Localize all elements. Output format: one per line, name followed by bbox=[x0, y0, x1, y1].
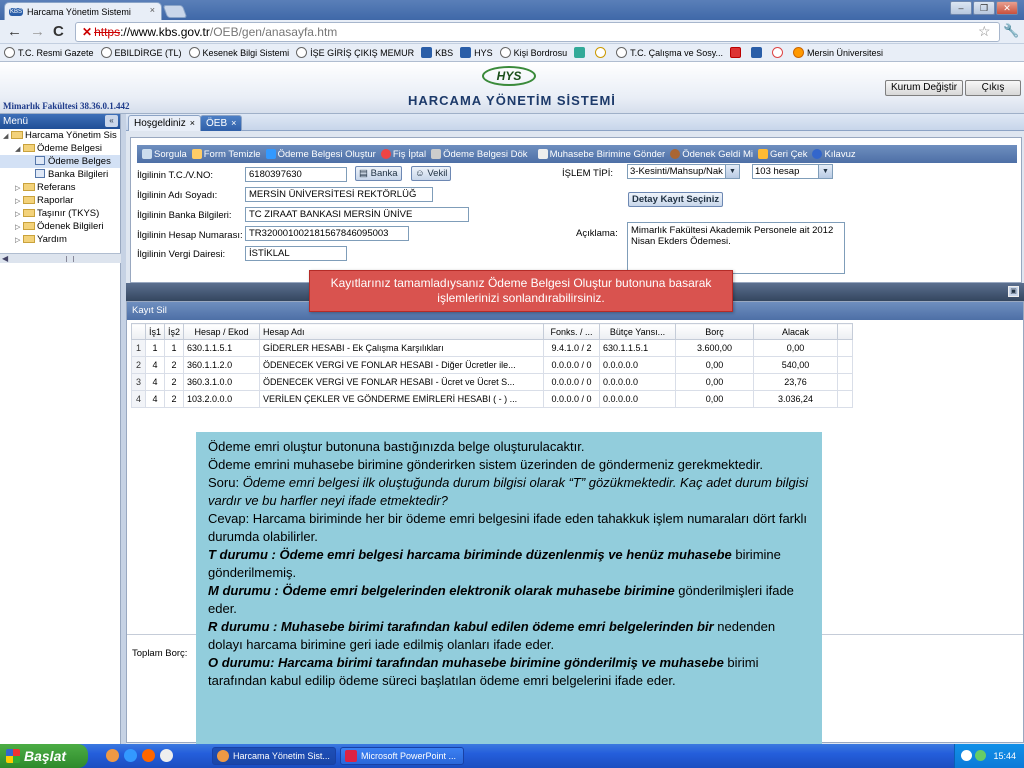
menu-item-label: Banka Bilgileri bbox=[48, 169, 109, 180]
table-cell: 0.0.0.0.0 bbox=[600, 374, 676, 391]
note-line: Ödeme emri oluştur butonuna bastığınızda belge oluşturulacaktır. bbox=[208, 439, 585, 454]
column-header[interactable]: İş1 bbox=[146, 324, 165, 340]
table-cell: 360.1.1.2.0 bbox=[184, 357, 260, 374]
folder-icon bbox=[23, 209, 35, 217]
chrome-icon[interactable] bbox=[106, 749, 119, 762]
ie-icon[interactable] bbox=[124, 749, 137, 762]
odeme-belgesi-dok-button[interactable]: Ödeme Belgesi Dök bbox=[431, 149, 527, 160]
bookmark-item[interactable]: EBILDİRGE (TL) bbox=[101, 47, 182, 58]
table-cell: 630.1.1.5.1 bbox=[184, 340, 260, 357]
note-status-o: O durumu: Harcama birimi tarafından muhasebe birimine gönderilmiş ve muhasebe birimi tarafından kabul edilip ödeme süreci başlatılan ödeme emri belgelerini ifade eder. bbox=[208, 655, 759, 688]
column-header[interactable]: Hesap Adı bbox=[260, 324, 544, 340]
help-icon bbox=[812, 149, 822, 159]
link-icon bbox=[772, 47, 783, 58]
toplam-borc-label: Toplam Borç: bbox=[132, 648, 188, 659]
menu-item[interactable] bbox=[0, 168, 120, 181]
table-row[interactable] bbox=[132, 374, 853, 391]
chevron-down-icon[interactable]: ▼ bbox=[725, 165, 739, 178]
collapse-menu-icon[interactable]: « bbox=[105, 115, 118, 127]
sorgula-button[interactable]: Sorgula bbox=[142, 149, 187, 160]
aciklama-label: Açıklama: bbox=[576, 228, 618, 239]
detay-kayit-button[interactable]: Detay Kayıt Seçiniz bbox=[628, 192, 723, 207]
task-powerpoint[interactable]: Microsoft PowerPoint ... bbox=[340, 747, 464, 765]
start-button[interactable]: Başlat bbox=[0, 744, 88, 768]
table-cell-spacer bbox=[838, 374, 853, 391]
menu-item-label: Raporlar bbox=[37, 195, 74, 206]
vergi-label: İlgilinin Vergi Dairesi: bbox=[137, 249, 226, 260]
table-cell: 0.0.0.0 / 0 bbox=[544, 391, 600, 408]
table-row[interactable] bbox=[132, 340, 853, 357]
hint-tooltip: Kayıtlarınız tamamladıysanız Ödeme Belgesi Oluştur butonuna basarak işlemlerinizi sonlandırabilirsiniz. bbox=[309, 270, 733, 312]
hesap-input[interactable]: TR320001002181567846095003 bbox=[245, 226, 409, 241]
table-cell: 0.0.0.0 / 0 bbox=[544, 374, 600, 391]
table-cell: 4 bbox=[146, 374, 165, 391]
bookmark-item[interactable]: Kesenek Bilgi Sistemi bbox=[189, 47, 290, 58]
taskbar bbox=[0, 744, 1024, 768]
kbs-icon bbox=[421, 47, 432, 58]
help-icon[interactable] bbox=[961, 750, 972, 761]
powerpoint-icon bbox=[345, 750, 357, 762]
task-harcama[interactable]: Harcama Yönetim Sist... bbox=[212, 747, 336, 765]
chevron-down-icon[interactable]: ▼ bbox=[818, 165, 832, 178]
note-status-r: R durumu : Muhasebe birimi tarafından kabul edilen ödeme emri belgelerinden bir nedenden dolayı harcama birimine geri iade edilmiş olanları ifade eder. bbox=[208, 619, 776, 652]
expander-icon[interactable]: ▷ bbox=[15, 211, 21, 218]
table-cell: 4 bbox=[146, 391, 165, 408]
menu-item-label: Harcama Yönetim Sis bbox=[25, 130, 117, 141]
expander-icon[interactable]: ▷ bbox=[15, 237, 21, 244]
globe-icon bbox=[500, 47, 511, 58]
bookmark-item[interactable]: T.C. Çalışma ve Sosy... bbox=[616, 47, 723, 58]
bookmark-item[interactable] bbox=[574, 47, 588, 58]
fis-iptal-button[interactable]: Fiş İptal bbox=[381, 149, 426, 160]
menu-item-label: Referans bbox=[37, 182, 76, 193]
column-header[interactable] bbox=[132, 324, 146, 340]
url-domain: ://www.kbs.gov.tr bbox=[120, 25, 210, 39]
column-header[interactable]: Hesap / Ekod bbox=[184, 324, 260, 340]
table-cell: 0,00 bbox=[676, 374, 754, 391]
menu-item-label: Ödeme Belgesi bbox=[37, 143, 102, 154]
vekil-button[interactable]: ☺ Vekil bbox=[411, 166, 451, 181]
table-cell: 23,76 bbox=[754, 374, 838, 391]
print-icon bbox=[431, 149, 441, 159]
globe-icon bbox=[616, 47, 627, 58]
table-cell: 2 bbox=[165, 374, 184, 391]
menu-horizontal-scrollbar[interactable] bbox=[0, 253, 121, 263]
aciklama-textarea[interactable]: Mimarlık Fakültesi Akademik Personele ait 2012 Nisan Ekders Ödemesi. bbox=[627, 222, 845, 274]
menu-header bbox=[0, 114, 120, 129]
system-title: HARCAMA YÖNETİM SİSTEMİ bbox=[408, 93, 616, 108]
folder-icon bbox=[23, 235, 35, 243]
change-institution-button[interactable]: Kurum Değiştir bbox=[885, 80, 963, 96]
bank-icon bbox=[730, 47, 741, 58]
url-path: /OEB/gen/anasayfa.htm bbox=[209, 25, 338, 39]
table-cell: 360.3.1.0.0 bbox=[184, 374, 260, 391]
form-temizle-button[interactable]: Form Temizle bbox=[192, 149, 261, 160]
menu-item[interactable] bbox=[0, 142, 120, 155]
bank-icon: ▤ bbox=[359, 168, 371, 179]
app-icon bbox=[574, 47, 585, 58]
bookmark-item[interactable]: T.C. Resmi Gazete bbox=[4, 47, 94, 58]
bookmark-item[interactable] bbox=[772, 47, 786, 58]
faculty-label: Mimarlık Fakültesi 38.36.0.1.442 bbox=[3, 101, 130, 111]
window-minimize-button[interactable]: – bbox=[950, 1, 972, 15]
coins-icon bbox=[670, 149, 680, 159]
window-maximize-button[interactable]: ❐ bbox=[973, 1, 995, 15]
cancel-icon bbox=[381, 149, 391, 159]
tab-close-icon[interactable]: × bbox=[231, 118, 237, 128]
adsoyad-label: İlgilinin Adı Soyadı: bbox=[137, 190, 218, 201]
table-cell: VERİLEN ÇEKLER VE GÖNDERME EMİRLERİ HESABI ( - ) ... bbox=[260, 391, 544, 408]
globe-icon bbox=[101, 47, 112, 58]
column-header-spacer bbox=[838, 324, 853, 340]
search-icon bbox=[142, 149, 152, 159]
adsoyad-input[interactable]: MERSİN ÜNİVERSİTESİ REKTÖRLÜĞ bbox=[245, 187, 433, 202]
kayit-sil-button[interactable]: Kayıt Sil bbox=[132, 305, 167, 316]
tab-hosgeldiniz[interactable]: Hoşgeldiniz × bbox=[128, 115, 201, 131]
url-scheme: https bbox=[94, 25, 121, 39]
scroll-grip[interactable] bbox=[66, 256, 74, 262]
menu-item-label: Taşınır (TKYS) bbox=[37, 208, 100, 219]
table-row[interactable] bbox=[132, 357, 853, 374]
globe-icon bbox=[189, 47, 200, 58]
note-status-t: T durumu : Ödeme emri belgesi harcama biriminde düzenlenmiş ve henüz muhasebe birimine gönderilmemiş. bbox=[208, 547, 781, 580]
accounts-table bbox=[131, 323, 853, 408]
broom-icon bbox=[192, 149, 202, 159]
table-cell: 0.0.0.0 / 0 bbox=[544, 357, 600, 374]
folder-icon bbox=[23, 183, 35, 191]
globe-icon bbox=[4, 47, 15, 58]
menu-item[interactable] bbox=[0, 194, 120, 207]
table-cell: GİDERLER HESABI - Ek Çalışma Karşılıkları bbox=[260, 340, 544, 357]
table-cell: 540,00 bbox=[754, 357, 838, 374]
menu-item-label: Ödenek Bilgileri bbox=[37, 221, 104, 232]
odenek-geldi-mi-button[interactable]: Ödenek Geldi Mi bbox=[670, 149, 753, 160]
kbs-icon bbox=[460, 47, 471, 58]
table-row[interactable] bbox=[132, 391, 853, 408]
table-cell: 4 bbox=[146, 357, 165, 374]
expander-icon[interactable]: ◢ bbox=[15, 146, 21, 153]
column-header[interactable]: Bütçe Yansı... bbox=[600, 324, 676, 340]
column-header[interactable]: İş2 bbox=[165, 324, 184, 340]
tab-close-icon[interactable]: × bbox=[149, 5, 155, 15]
firefox-icon[interactable] bbox=[142, 749, 155, 762]
note-status-m: M durumu : Ödeme emri belgelerinden elektronik olarak muhasebe birimine gönderilmişleri ifade eder. bbox=[208, 583, 794, 616]
new-tab-button[interactable] bbox=[163, 5, 188, 18]
menu-item-label: Ödeme Belges bbox=[48, 156, 111, 167]
send-document-icon bbox=[538, 149, 548, 159]
folder-icon bbox=[23, 222, 35, 230]
payment-form-panel bbox=[130, 137, 1022, 283]
table-cell-spacer bbox=[838, 357, 853, 374]
explanation-note bbox=[196, 432, 822, 745]
save-icon bbox=[266, 149, 276, 159]
muhasebe-gonder-button[interactable]: Muhasebe Birimine Gönder bbox=[538, 149, 666, 160]
table-header-row bbox=[132, 324, 853, 340]
bookmark-item[interactable] bbox=[751, 47, 765, 58]
table-cell: 9.4.1.0 / 2 bbox=[544, 340, 600, 357]
table-cell: 0,00 bbox=[754, 340, 838, 357]
hesap-sayisi-select[interactable]: 103 hesap ▼ bbox=[752, 164, 833, 179]
bookmark-item[interactable]: Kişi Bordrosu bbox=[500, 47, 568, 58]
banka-button[interactable]: ▤ Banka bbox=[355, 166, 402, 181]
menu-item[interactable] bbox=[0, 129, 120, 142]
browser-titlebar bbox=[0, 0, 1024, 20]
table-cell: 3.036,24 bbox=[754, 391, 838, 408]
geri-cek-button[interactable]: Geri Çek bbox=[758, 149, 807, 160]
menu-title: Menü bbox=[3, 116, 29, 127]
bookmark-star-icon[interactable]: ☆ bbox=[978, 23, 991, 39]
vergi-input[interactable]: İSTİKLAL bbox=[245, 246, 347, 261]
table-cell: 0,00 bbox=[676, 357, 754, 374]
column-header[interactable]: Borç bbox=[676, 324, 754, 340]
banka-bilgi-input[interactable]: TC ZIRAAT BANKASI MERSİN ÜNİVE bbox=[245, 207, 469, 222]
expander-icon[interactable]: ▷ bbox=[15, 198, 21, 205]
table-cell: 2 bbox=[165, 357, 184, 374]
address-bar-row bbox=[0, 20, 1024, 44]
menu-item[interactable] bbox=[0, 233, 120, 246]
hys-logo: HYS bbox=[482, 66, 536, 86]
tc-label: İlgilinin T.C./V.NO: bbox=[137, 170, 214, 181]
bookmark-item[interactable]: İŞE GİRİŞ ÇIKIŞ MEMUR bbox=[296, 47, 414, 58]
menu-item[interactable] bbox=[0, 220, 120, 233]
browser-tab[interactable] bbox=[4, 2, 162, 20]
windows-logo-icon bbox=[6, 749, 20, 763]
chrome-icon bbox=[217, 750, 229, 762]
logout-button[interactable]: Çıkış bbox=[965, 80, 1021, 96]
table-cell-spacer bbox=[838, 391, 853, 408]
expander-icon[interactable]: ◢ bbox=[3, 133, 9, 140]
menu-item-label: Yardım bbox=[37, 234, 67, 245]
table-cell-spacer bbox=[838, 340, 853, 357]
link-icon bbox=[595, 47, 606, 58]
expander-icon[interactable]: ▷ bbox=[15, 224, 21, 231]
column-header[interactable]: Fonks. / ... bbox=[544, 324, 600, 340]
islem-tipi-select[interactable]: 3-Kesinti/Mahsup/Nak ▼ bbox=[627, 164, 740, 179]
tab-close-icon[interactable]: × bbox=[189, 118, 195, 128]
app-icon[interactable] bbox=[160, 749, 173, 762]
document-icon bbox=[35, 156, 45, 165]
kilavuz-button[interactable]: Kılavuz bbox=[812, 149, 855, 160]
table-cell: 4 bbox=[132, 391, 146, 408]
table-cell: 0,00 bbox=[676, 391, 754, 408]
person-icon: ☺ bbox=[415, 168, 428, 179]
document-icon bbox=[35, 169, 45, 178]
bookmark-item[interactable]: HYS bbox=[460, 47, 493, 58]
table-body bbox=[132, 340, 853, 408]
browser-tab-title: Harcama Yönetim Sistemi bbox=[27, 6, 131, 17]
folder-icon bbox=[23, 196, 35, 204]
back-button[interactable]: ← bbox=[7, 23, 22, 40]
table-cell: 0.0.0.0.0 bbox=[600, 357, 676, 374]
note-answer: Cevap: Harcama biriminde her bir ödeme emri belgesini ifade eden tahakkuk işlem numaraları dört farklı durumda olabilirler. bbox=[208, 511, 807, 544]
table-cell: 2 bbox=[165, 391, 184, 408]
table-cell: ÖDENECEK VERGİ VE FONLAR HESABI - Diğer Ücretler ile... bbox=[260, 357, 544, 374]
table-cell: 3 bbox=[132, 374, 146, 391]
globe-icon bbox=[296, 47, 307, 58]
table-cell: 1 bbox=[132, 340, 146, 357]
banka-bilgi-label: İlgilinin Banka Bilgileri: bbox=[137, 210, 232, 221]
table-cell: ÖDENECEK VERGİ VE FONLAR HESABI - Ücret ve Ücret S... bbox=[260, 374, 544, 391]
bookmark-item[interactable]: KBS bbox=[421, 47, 453, 58]
note-line: Ödeme emrini muhasebe birimine gönderirken sistem üzerinden de göndermeniz gerekmektedir. bbox=[208, 457, 763, 472]
table-cell: 1 bbox=[165, 340, 184, 357]
university-icon bbox=[793, 47, 804, 58]
insecure-lock-icon: ✕ bbox=[82, 25, 93, 39]
left-menu bbox=[0, 114, 121, 744]
tab-oeb[interactable]: ÖEB × bbox=[200, 115, 242, 131]
table-cell: 103.2.0.0.0 bbox=[184, 391, 260, 408]
restore-panel-icon[interactable]: ▣ bbox=[1008, 286, 1019, 297]
url-input[interactable] bbox=[75, 22, 1000, 42]
table-cell: 0.0.0.0.0 bbox=[600, 391, 676, 408]
clock: 15:44 bbox=[993, 751, 1016, 761]
bank-icon bbox=[751, 47, 762, 58]
odeme-belgesi-olustur-button[interactable]: Ödeme Belgesi Oluştur bbox=[266, 149, 376, 160]
scroll-left-icon[interactable]: ◀ bbox=[2, 254, 9, 263]
window-close-button[interactable]: ✕ bbox=[996, 1, 1018, 15]
folder-icon bbox=[11, 131, 23, 139]
column-header[interactable]: Alacak bbox=[754, 324, 838, 340]
bookmarks-bar bbox=[0, 44, 1024, 62]
table-cell: 2 bbox=[132, 357, 146, 374]
app-tabs bbox=[126, 114, 1024, 131]
menu-item[interactable] bbox=[0, 155, 120, 168]
tc-input[interactable]: 6180397630 bbox=[245, 167, 347, 182]
kbs-favicon-icon: KBS bbox=[9, 8, 22, 15]
menu-item[interactable] bbox=[0, 181, 120, 194]
hesap-label: İlgilinin Hesap Numarası: bbox=[137, 230, 243, 241]
note-question: Soru: Ödeme emri belgesi ilk oluştuğunda durum bilgisi olarak “T” gözükmektedir. Kaç adet durum bilgisi vardır ve bu harfler neyi ifade etmektedir? bbox=[208, 475, 808, 508]
bookmark-item[interactable] bbox=[595, 47, 609, 58]
islem-tipi-label: İŞLEM TİPİ: bbox=[562, 168, 614, 179]
wrench-menu-icon[interactable]: 🔧 bbox=[1003, 23, 1020, 38]
undo-icon bbox=[758, 149, 768, 159]
bookmark-item[interactable]: Mersin Üniversitesi bbox=[793, 47, 883, 58]
app-header bbox=[0, 62, 1024, 114]
form-toolbar bbox=[137, 145, 1017, 163]
bookmark-item[interactable] bbox=[730, 47, 744, 58]
menu-tree bbox=[0, 129, 120, 246]
table-cell: 630.1.1.5.1 bbox=[600, 340, 676, 357]
table-cell: 1 bbox=[146, 340, 165, 357]
table-cell: 3.600,00 bbox=[676, 340, 754, 357]
menu-item[interactable] bbox=[0, 207, 120, 220]
network-icon[interactable] bbox=[975, 750, 986, 761]
reload-button[interactable]: C bbox=[53, 23, 64, 40]
forward-button[interactable]: → bbox=[30, 23, 45, 40]
system-tray bbox=[954, 744, 1024, 768]
expander-icon[interactable]: ▷ bbox=[15, 185, 21, 192]
folder-icon bbox=[23, 144, 35, 152]
